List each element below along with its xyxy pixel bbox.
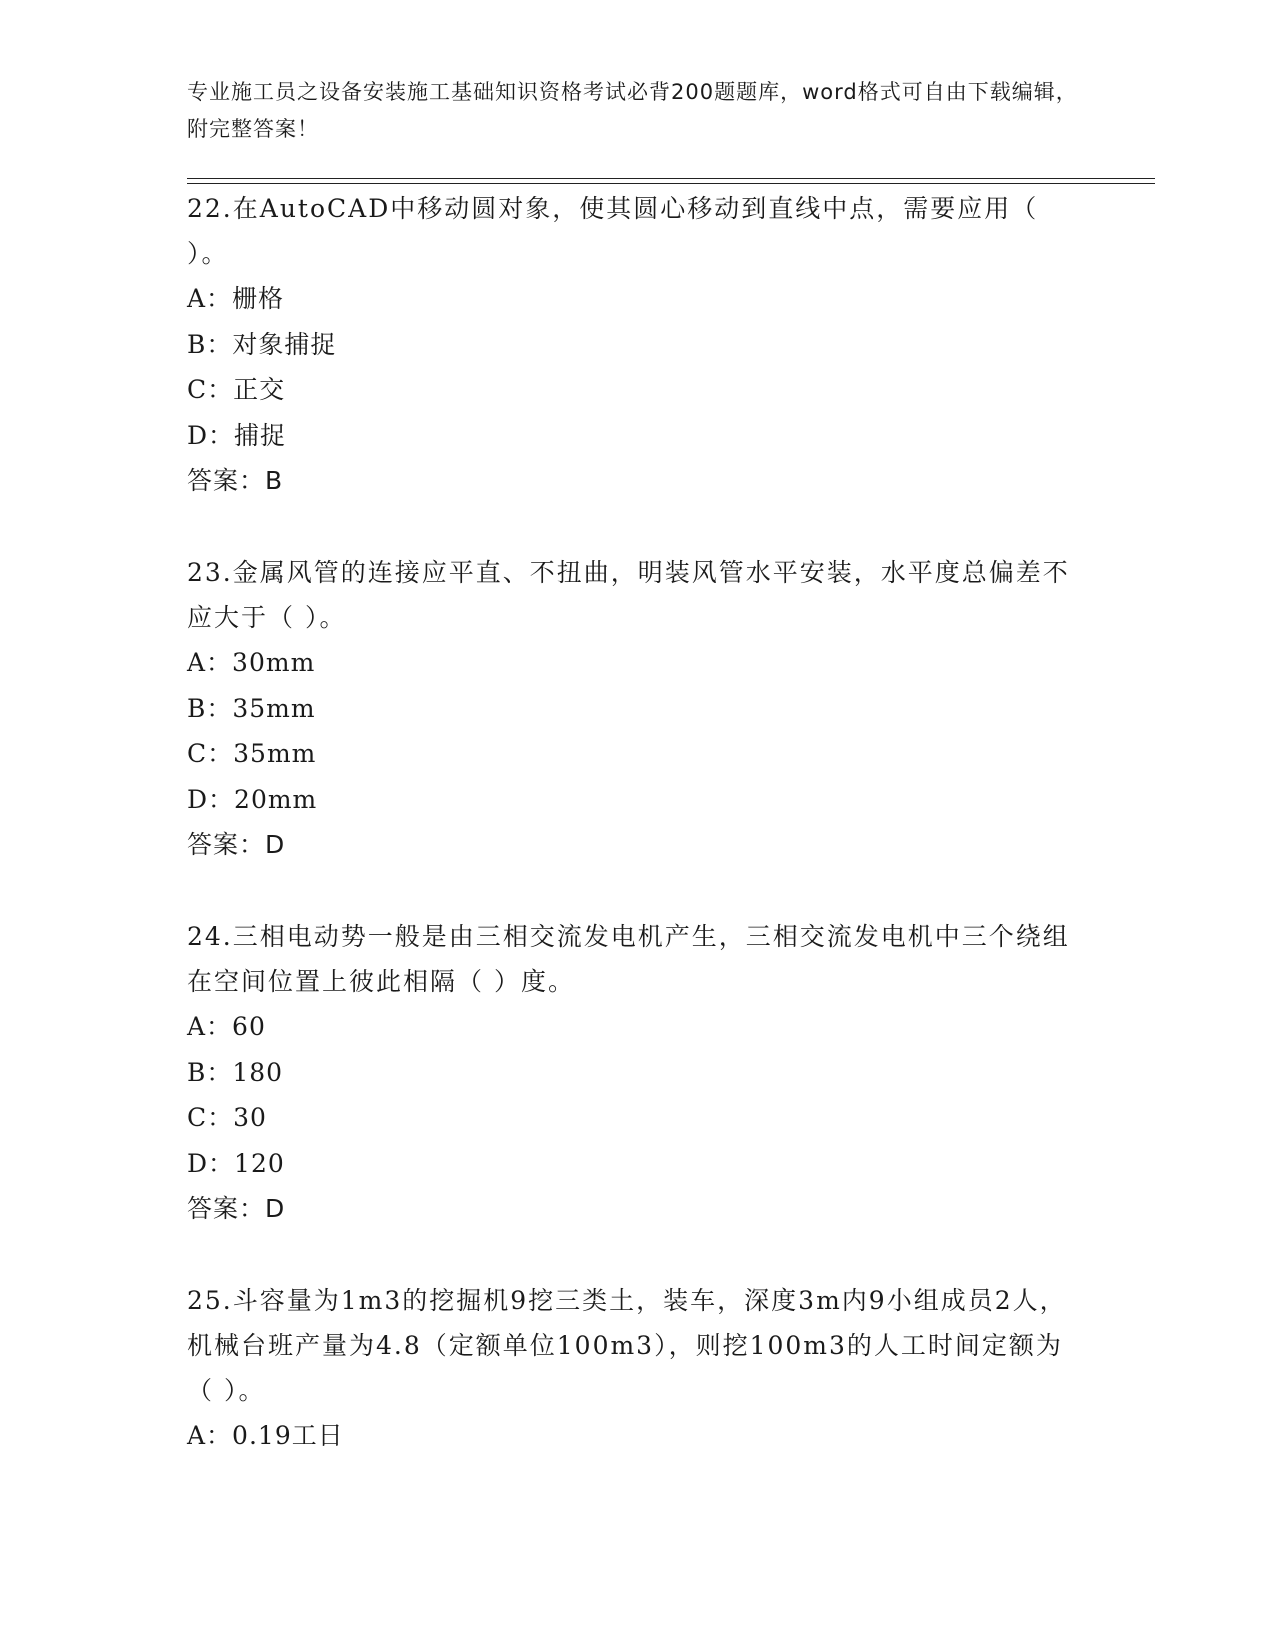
question-stem: 23.金属风管的连接应平直、不扭曲，明装风管水平安装，水平度总偏差不应大于（ ）。	[187, 558, 1070, 632]
answer-line: 答案：B	[187, 466, 284, 495]
question-25	[187, 1278, 1087, 1459]
option-a: A：0.19工日	[187, 1421, 344, 1450]
question-24	[187, 914, 1087, 1231]
header-divider-bottom	[187, 183, 1155, 184]
question-stem: 22.在AutoCAD中移动圆对象，使其圆心移动到直线中点，需要应用（ ）。	[187, 194, 1039, 268]
option-c: C：35mm	[187, 739, 317, 768]
option-c: C：正交	[187, 375, 286, 404]
option-a: A：30mm	[187, 648, 316, 677]
option-a: A：60	[187, 1012, 266, 1041]
option-d: D：捕捉	[187, 420, 287, 450]
answer-line: 答案：D	[187, 830, 286, 859]
question-stem: 24.三相电动势一般是由三相交流发电机产生，三相交流发电机中三个绕组在空间位置上彼此相隔（ ）度。	[187, 922, 1070, 996]
option-d: D：20mm	[187, 784, 318, 814]
answer-line: 答案：D	[187, 1194, 286, 1223]
option-b: B：180	[187, 1057, 284, 1087]
option-b: B：35mm	[187, 693, 316, 723]
option-c: C：30	[187, 1103, 267, 1132]
question-23	[187, 550, 1087, 867]
header-title: 专业施工员之设备安装施工基础知识资格考试必背200题题库，word格式可自由下载编辑，附完整答案！	[187, 80, 1078, 141]
header-divider-top	[187, 178, 1155, 179]
question-22	[187, 186, 1087, 503]
question-stem: 25.斗容量为1m3的挖掘机9挖三类土，装车，深度3m内9小组成员2人，机械台班产量为4.8（定额单位100m3），则挖100m3的人工时间定额为（ ）。	[187, 1286, 1067, 1405]
option-b: B：对象捕捉	[187, 329, 337, 359]
document-header	[187, 74, 1087, 148]
option-d: D：120	[187, 1148, 285, 1178]
option-a: A：栅格	[187, 284, 285, 313]
